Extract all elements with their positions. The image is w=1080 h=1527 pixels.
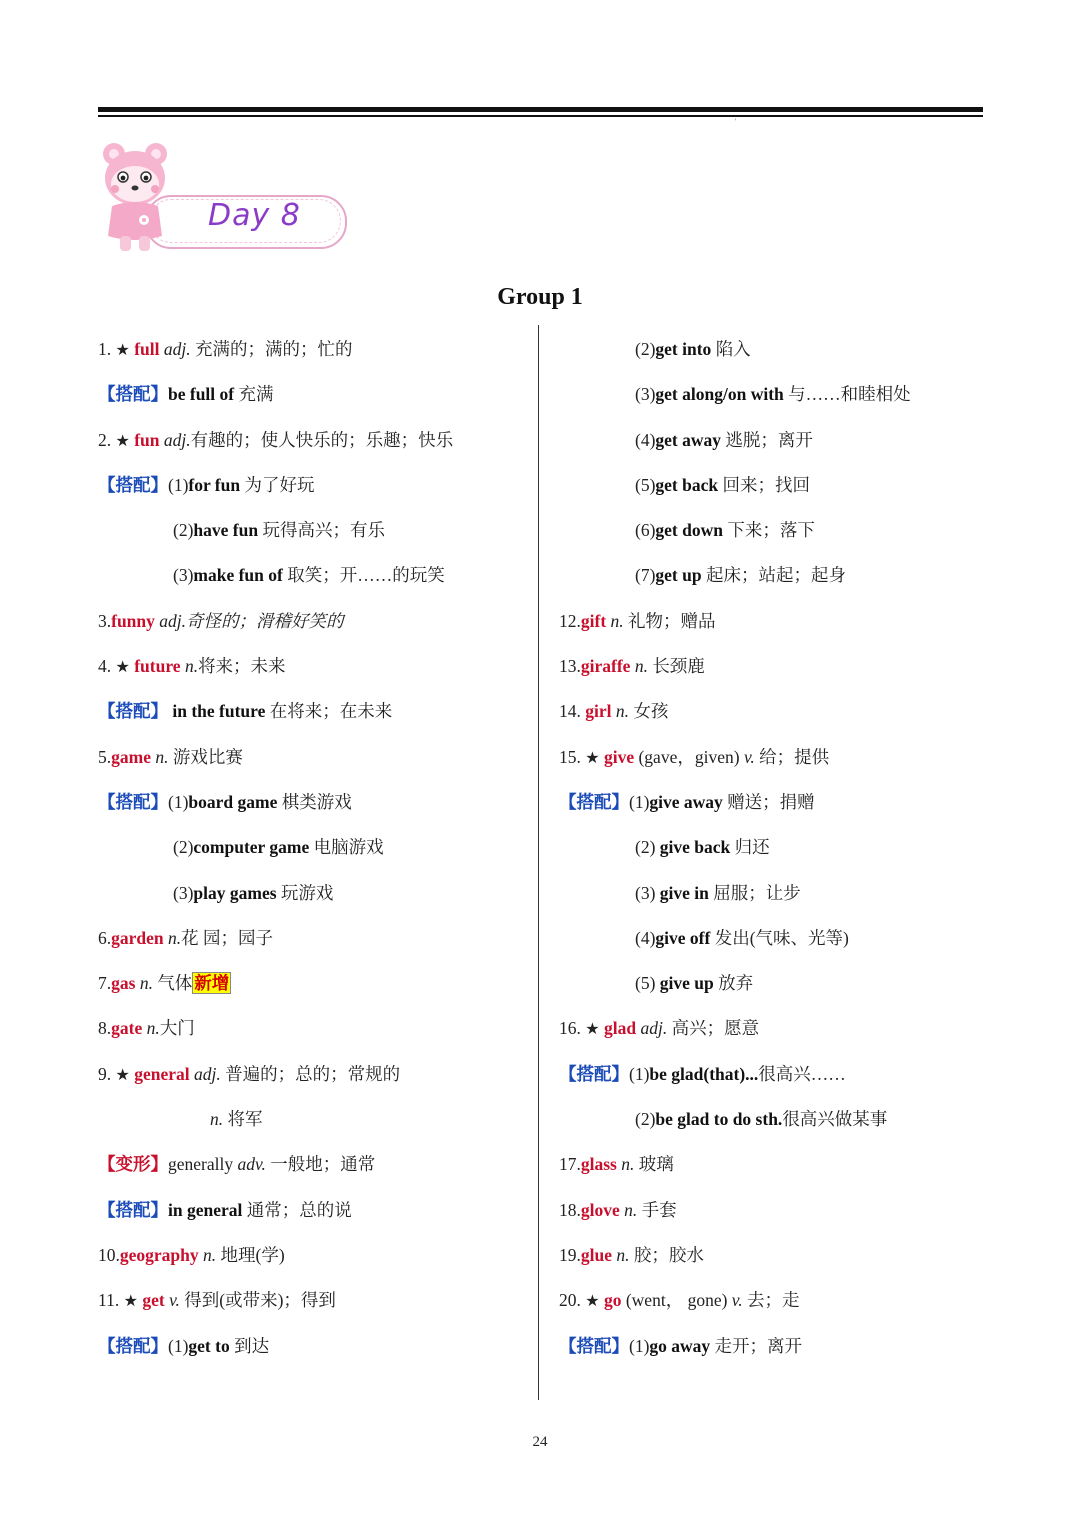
header-rule-thin	[98, 115, 983, 117]
entry-number: 20.	[559, 1290, 586, 1311]
headword: gas	[111, 973, 136, 994]
meaning: 玩得高兴；有乐	[258, 520, 385, 541]
part-of-speech: adj.	[163, 429, 191, 450]
star-icon: ★	[115, 657, 130, 677]
phrase-index: (2)	[173, 520, 194, 541]
headword: fun	[134, 429, 160, 450]
meaning: 为了好玩	[240, 474, 315, 495]
part-of-speech: n.	[621, 1154, 635, 1175]
entry-garden	[98, 922, 453, 967]
entry-game	[98, 741, 453, 786]
collocation-line	[559, 877, 911, 922]
meaning: 大门	[159, 1018, 195, 1039]
meaning: 礼物；赠品	[623, 610, 716, 631]
phrase: go away	[649, 1335, 711, 1356]
tag-collocation: 【搭配】	[98, 701, 168, 722]
phrase: be glad(that)...	[649, 1063, 759, 1084]
collocation-line	[559, 333, 911, 378]
entry-fun	[98, 424, 453, 469]
meaning: 充满	[234, 384, 274, 405]
header-tick-mark: '	[735, 117, 737, 126]
entry-number: 12.	[559, 610, 581, 631]
meaning: 很高兴做某事	[782, 1109, 888, 1130]
entry-general	[98, 1058, 453, 1103]
entry-number: 1.	[98, 339, 116, 359]
verb-forms: (went， gone)	[621, 1290, 732, 1311]
meaning: 游戏比赛	[168, 746, 243, 767]
entry-number: 4.	[98, 656, 116, 677]
phrase: board game	[188, 791, 278, 812]
phrase: get to	[188, 1335, 230, 1356]
part-of-speech: n.	[634, 656, 648, 677]
meaning: 将来；未来	[198, 656, 286, 677]
phrase: play games	[193, 882, 277, 903]
phrase-index: (1)	[629, 1063, 650, 1084]
phrase-index: (5)	[635, 973, 660, 994]
phrase-index: (1)	[168, 1335, 189, 1356]
entry-number: 2.	[98, 429, 116, 450]
meaning: 手套	[637, 1199, 677, 1220]
entry-geography	[98, 1239, 453, 1284]
phrase-index: (4)	[635, 927, 656, 948]
part-of-speech: adj.	[640, 1018, 668, 1039]
group-title: Group 1	[497, 284, 583, 310]
phrase: for fun	[188, 474, 241, 495]
phrase: get up	[655, 565, 702, 586]
collocation-line	[98, 695, 453, 740]
entry-number: 6.	[98, 927, 112, 948]
part-of-speech: adv.	[237, 1154, 266, 1175]
headword: future	[134, 656, 181, 677]
entry-gas	[98, 967, 453, 1012]
collocation-line	[98, 378, 453, 423]
star-icon: ★	[585, 1019, 600, 1039]
entry-number: 5.	[98, 746, 112, 767]
meaning: 起床；站起；起身	[701, 565, 846, 586]
entry-glue	[559, 1239, 911, 1284]
phrase: computer game	[193, 837, 310, 858]
meaning: 普遍的；总的；常规的	[220, 1063, 401, 1084]
tag-collocation: 【搭配】	[559, 791, 629, 812]
phrase: give away	[649, 791, 723, 812]
entry-girl	[559, 695, 911, 740]
collocation-line	[98, 1194, 453, 1239]
meaning: 有趣的；使人快乐的；乐趣；快乐	[190, 429, 454, 450]
collocation-line	[98, 514, 453, 559]
meaning: 女孩	[629, 701, 669, 722]
meaning: 气体	[152, 973, 193, 994]
meaning: 地理(学)	[216, 1244, 285, 1265]
phrase: get back	[655, 474, 719, 495]
headword: glass	[580, 1154, 617, 1175]
entry-number: 9.	[98, 1063, 116, 1084]
tag-collocation: 【搭配】	[559, 1063, 629, 1084]
tag-collocation: 【搭配】	[98, 791, 168, 812]
meaning: 长颈鹿	[647, 656, 705, 677]
meaning: 通常；总的说	[242, 1199, 352, 1220]
verb-forms: (gave，given)	[634, 746, 744, 767]
headword: garden	[111, 927, 164, 948]
phrase: be full of	[168, 384, 235, 405]
phrase: make fun of	[193, 565, 283, 586]
entry-number: 11.	[98, 1290, 124, 1311]
column-divider	[538, 325, 539, 1400]
phrase: get away	[655, 429, 722, 450]
meaning: 逃脱；离开	[721, 429, 813, 450]
meaning: 发出(气味、光等)	[710, 927, 849, 948]
meaning: 玻璃	[634, 1154, 674, 1175]
meaning: 与……和睦相处	[783, 384, 911, 405]
day-label: Day 8	[208, 198, 301, 233]
phrase-index: (3)	[635, 384, 656, 405]
sense-line	[98, 1103, 453, 1148]
entry-giraffe	[559, 650, 911, 695]
star-icon: ★	[585, 747, 600, 767]
entry-give	[559, 741, 911, 786]
collocation-line	[559, 424, 911, 469]
phrase: give back	[659, 837, 731, 858]
phrase: in the future	[172, 701, 266, 722]
collocation-line	[559, 469, 911, 514]
collocation-line	[98, 786, 453, 831]
meaning: 一般地；通常	[265, 1154, 376, 1175]
entry-future	[98, 650, 453, 695]
phrase-index: (4)	[635, 429, 656, 450]
part-of-speech: adj.	[163, 339, 191, 359]
entry-number: 13.	[559, 656, 581, 677]
part-of-speech: n.	[168, 927, 182, 948]
phrase-index: (7)	[635, 565, 656, 586]
left-column	[98, 333, 453, 1375]
collocation-line	[98, 877, 453, 922]
phrase-index: (2)	[635, 339, 656, 359]
meaning: 得到(或带来)；得到	[179, 1290, 336, 1311]
collocation-line	[559, 1330, 911, 1375]
meaning: 胶；胶水	[629, 1244, 704, 1265]
entry-go	[559, 1284, 911, 1329]
meaning: 屈服；让步	[708, 882, 801, 903]
entry-number: 3.	[98, 610, 112, 631]
phrase-index: (1)	[629, 1335, 650, 1356]
collocation-line	[98, 559, 453, 604]
phrase: get down	[655, 520, 723, 541]
part-of-speech: n.	[146, 1018, 160, 1039]
tag-collocation: 【搭配】	[98, 1335, 168, 1356]
entry-number: 15.	[559, 746, 586, 767]
part-of-speech: n.	[184, 656, 199, 677]
headword: girl	[585, 701, 612, 722]
collocation-line	[559, 514, 911, 559]
part-of-speech: n.	[139, 973, 153, 994]
meaning: 奇怪的；滑稽好笑的	[186, 610, 344, 631]
headword: gift	[580, 610, 607, 631]
tag-collocation: 【搭配】	[98, 384, 168, 405]
meaning: 赠送；捐赠	[722, 791, 815, 812]
bear-mascot-icon	[100, 140, 175, 255]
meaning: 很高兴……	[758, 1063, 846, 1084]
meaning: 高兴；愿意	[667, 1018, 760, 1039]
collocation-line	[559, 378, 911, 423]
meaning: 玩游戏	[276, 882, 334, 903]
part-of-speech: n.	[624, 1199, 638, 1220]
entry-number: 16.	[559, 1018, 586, 1039]
headword: geography	[119, 1244, 199, 1265]
phrase: be glad to do sth.	[655, 1109, 783, 1130]
meaning: 回来；找回	[718, 474, 810, 495]
headword: glad	[603, 1018, 637, 1039]
part-of-speech: v.	[169, 1290, 180, 1311]
part-of-speech: n.	[155, 746, 169, 767]
new-badge: 新增	[194, 973, 230, 994]
phrase-index: (1)	[168, 474, 189, 495]
headword: get	[142, 1290, 165, 1311]
phrase: give off	[655, 927, 711, 948]
meaning: 到达	[229, 1335, 270, 1356]
meaning: 在将来；在未来	[265, 701, 393, 722]
phrase-index: (2)	[635, 837, 660, 858]
entry-gate	[98, 1012, 453, 1057]
part-of-speech: adj.	[194, 1063, 221, 1084]
entry-glass	[559, 1148, 911, 1193]
phrase-index: (1)	[629, 791, 650, 812]
tag-collocation: 【搭配】	[98, 474, 168, 495]
entry-number: 10.	[98, 1244, 120, 1265]
entry-get	[98, 1284, 453, 1329]
meaning: 给；提供	[754, 746, 830, 767]
meaning: 陷入	[711, 339, 751, 359]
entry-number: 7.	[98, 973, 112, 994]
variant-word: generally	[168, 1154, 238, 1175]
phrase: give in	[659, 882, 709, 903]
entry-number: 18.	[559, 1199, 581, 1220]
collocation-line	[559, 967, 911, 1012]
headword: gate	[111, 1018, 143, 1039]
meaning: 取笑；开……的玩笑	[282, 565, 445, 586]
headword: glove	[580, 1199, 620, 1220]
tag-variant: 【变形】	[98, 1154, 168, 1175]
entry-gift	[559, 605, 911, 650]
star-icon: ★	[115, 340, 130, 359]
star-icon: ★	[115, 430, 130, 450]
collocation-line	[98, 469, 453, 514]
headword: funny	[111, 610, 155, 631]
part-of-speech: n.	[210, 1109, 224, 1130]
day-banner	[100, 140, 350, 255]
entry-number: 17.	[559, 1154, 581, 1175]
tag-collocation: 【搭配】	[559, 1335, 629, 1356]
phrase: have fun	[193, 520, 259, 541]
headword: game	[111, 746, 151, 767]
variant-line	[98, 1148, 453, 1193]
star-icon: ★	[585, 1291, 600, 1311]
meaning: 花 园；园子	[181, 927, 273, 948]
meaning: 充满的；满的；忙的	[190, 339, 353, 359]
collocation-line	[559, 831, 911, 876]
meaning: 将军	[223, 1109, 263, 1130]
phrase-index: (3)	[173, 565, 194, 586]
meaning: 电脑游戏	[309, 837, 384, 858]
meaning: 去；走	[742, 1290, 800, 1311]
part-of-speech: n.	[615, 701, 629, 722]
part-of-speech: v.	[731, 1290, 743, 1311]
entry-number: 19.	[559, 1244, 581, 1265]
phrase: give up	[659, 973, 714, 994]
phrase-index: (3)	[173, 882, 194, 903]
meaning: 归还	[730, 837, 770, 858]
entry-number: 14.	[559, 701, 586, 722]
entry-number: 8.	[98, 1018, 112, 1039]
page-number: 24	[532, 1434, 548, 1450]
headword: full	[134, 339, 160, 359]
part-of-speech: adj.	[159, 610, 187, 631]
tag-collocation: 【搭配】	[98, 1199, 168, 1220]
right-column	[559, 333, 911, 1375]
collocation-line	[559, 559, 911, 604]
collocation-line	[98, 831, 453, 876]
phrase: get into	[655, 339, 712, 359]
headword: giraffe	[580, 656, 631, 677]
phrase-index: (2)	[635, 1109, 656, 1130]
phrase-index: (2)	[173, 837, 194, 858]
entry-funny	[98, 605, 453, 650]
phrase-index: (6)	[635, 520, 656, 541]
entry-glad	[559, 1012, 911, 1057]
headword: go	[603, 1290, 622, 1311]
part-of-speech: v.	[743, 746, 755, 767]
part-of-speech: n.	[610, 610, 624, 631]
headword: give	[603, 746, 635, 767]
meaning: 走开；离开	[710, 1335, 803, 1356]
meaning: 下来；落下	[722, 520, 815, 541]
entry-glove	[559, 1194, 911, 1239]
collocation-line	[559, 1103, 911, 1148]
part-of-speech: n.	[203, 1244, 217, 1265]
entry-full	[98, 333, 453, 378]
collocation-line	[559, 922, 911, 967]
star-icon: ★	[115, 1064, 130, 1084]
collocation-line	[98, 1330, 453, 1375]
headword: general	[134, 1063, 190, 1084]
star-icon: ★	[123, 1291, 138, 1311]
phrase: get along/on with	[655, 384, 784, 405]
phrase-index: (5)	[635, 474, 656, 495]
phrase: in general	[168, 1199, 243, 1220]
headword: glue	[580, 1244, 612, 1265]
collocation-line	[559, 786, 911, 831]
meaning: 放弃	[713, 973, 754, 994]
collocation-line	[559, 1058, 911, 1103]
part-of-speech: n.	[616, 1244, 630, 1265]
meaning: 棋类游戏	[277, 791, 352, 812]
phrase-index: (1)	[168, 791, 189, 812]
phrase-index: (3)	[635, 882, 660, 903]
header-rule-thick	[98, 107, 983, 112]
